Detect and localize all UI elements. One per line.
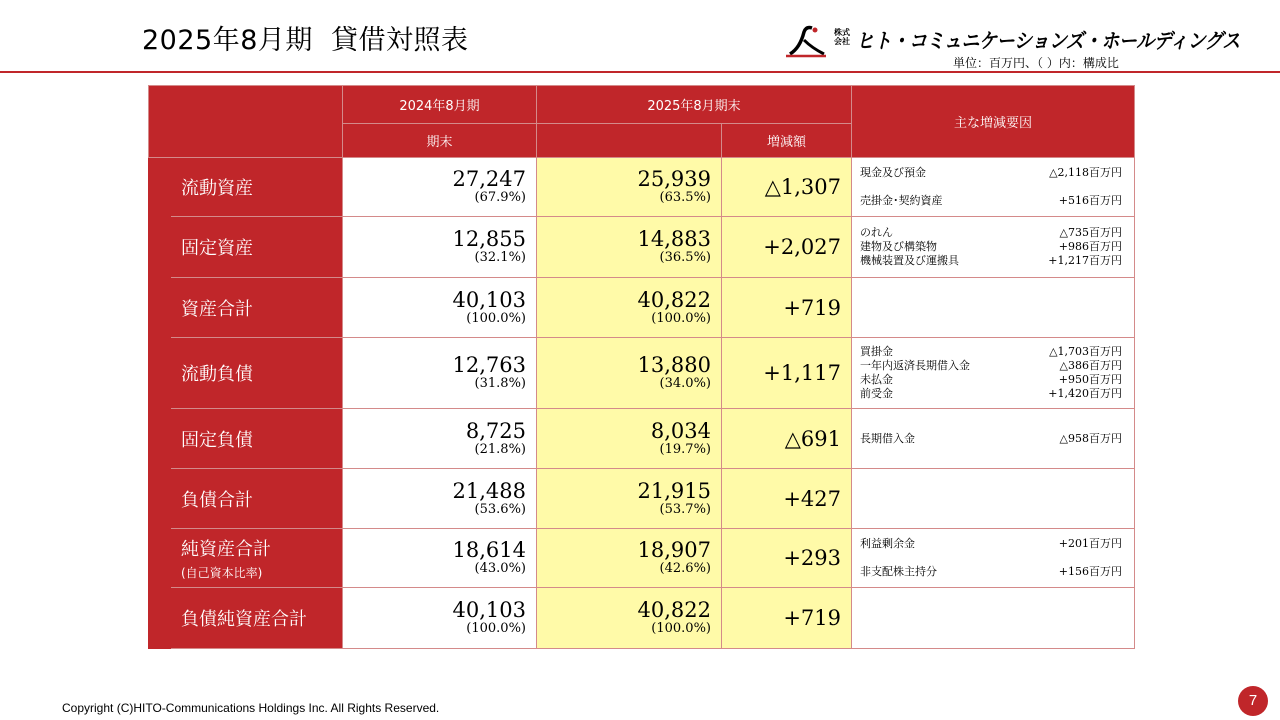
row-label: 資産合計 xyxy=(171,278,343,338)
prev-value: 8,725 xyxy=(465,418,526,443)
prev-value: 40,103 xyxy=(452,598,526,623)
reasons-cell xyxy=(852,278,1135,338)
header-prev-period: 2024年8月期 xyxy=(343,86,537,124)
prev-value: 40,103 xyxy=(452,287,526,312)
table-row xyxy=(149,158,1135,217)
header-current-period: 2025年8月期末 xyxy=(537,86,852,124)
table-row xyxy=(149,338,1135,409)
equity-group-stripe xyxy=(149,529,171,588)
current-value: 13,880 xyxy=(637,353,711,378)
total-group-stripe xyxy=(149,588,171,649)
table-row xyxy=(149,278,1135,338)
diff-value: +2,027 xyxy=(722,217,852,278)
page-title: 2025年8月期 貸借対照表 xyxy=(142,25,469,56)
row-label: 負債純資産合計 xyxy=(171,588,343,649)
current-ratio: (100.0%) xyxy=(651,621,711,637)
current-ratio: (63.5%) xyxy=(659,190,711,206)
row-label: 流動負債 xyxy=(171,338,343,409)
prev-ratio: (67.9%) xyxy=(474,190,526,206)
reasons-cell: 利益剰余金 +201百万円 非支配株主持分 +156百万円 xyxy=(852,529,1135,588)
reasons-cell: 買掛金 △1,703百万円 一年内返済長期借入金 △386百万円 未払金 +950百万円 前受金 +1,420百万円 xyxy=(852,338,1135,409)
reasons-cell: 長期借入金 △958百万円 xyxy=(852,409,1135,469)
prev-value: 21,488 xyxy=(452,478,526,503)
current-ratio: (53.7%) xyxy=(659,501,711,517)
header-prev-period-sub: 期末 xyxy=(343,124,537,158)
table-row xyxy=(149,409,1135,469)
current-ratio: (100.0%) xyxy=(651,310,711,326)
prev-value: 27,247 xyxy=(452,167,526,192)
prev-ratio: (100.0%) xyxy=(466,310,526,326)
table-row xyxy=(149,217,1135,278)
assets-group-stripe xyxy=(149,158,171,338)
row-label: 純資産合計 (自己資本比率) xyxy=(171,529,343,588)
copyright-text: Copyright (C)HITO-Communications Holdings Inc. All Rights Reserved. xyxy=(62,701,440,715)
reasons-cell xyxy=(852,469,1135,529)
prev-ratio: (100.0%) xyxy=(466,621,526,637)
table-row xyxy=(149,529,1135,588)
prev-ratio: (32.1%) xyxy=(474,250,526,266)
prev-ratio: (31.8%) xyxy=(474,376,526,392)
current-value: 14,883 xyxy=(637,227,711,252)
current-ratio: (19.7%) xyxy=(659,441,711,457)
header-diff: 増減額 xyxy=(722,124,852,158)
table-row xyxy=(149,588,1135,649)
balance-sheet-table xyxy=(148,85,1135,649)
reasons-cell: のれん △735百万円 建物及び構築物 +986百万円 機械装置及び運搬具 +1,217百万円 xyxy=(852,217,1135,278)
current-value: 8,034 xyxy=(650,418,711,443)
prev-ratio: (53.6%) xyxy=(474,501,526,517)
current-ratio: (42.6%) xyxy=(659,561,711,577)
row-label: 固定資産 xyxy=(171,217,343,278)
diff-value: △691 xyxy=(722,409,852,469)
prev-value: 12,855 xyxy=(452,227,526,252)
current-value: 18,907 xyxy=(637,538,711,563)
diff-value: +293 xyxy=(722,529,852,588)
company-name: ヒト・コミュニケーションズ・ホールディングス xyxy=(856,29,1240,53)
header-current-blank xyxy=(537,124,722,158)
prev-ratio: (43.0%) xyxy=(474,561,526,577)
row-label: 流動資産 xyxy=(171,158,343,217)
unit-note: 単位：百万円、（ ）内：構成比 xyxy=(953,56,1119,70)
current-value: 40,822 xyxy=(637,598,711,623)
header-divider xyxy=(0,71,1280,73)
diff-value: +719 xyxy=(722,588,852,649)
diff-value: △1,307 xyxy=(722,158,852,217)
current-ratio: (36.5%) xyxy=(659,250,711,266)
liabilities-group-stripe xyxy=(149,338,171,529)
diff-value: +719 xyxy=(722,278,852,338)
diff-value: +427 xyxy=(722,469,852,529)
current-value: 21,915 xyxy=(637,478,711,503)
current-ratio: (34.0%) xyxy=(659,376,711,392)
reasons-cell: 現金及び預金 △2,118百万円 売掛金･契約資産 +516百万円 xyxy=(852,158,1135,217)
prev-value: 18,614 xyxy=(452,538,526,563)
row-label: 固定負債 xyxy=(171,409,343,469)
row-sublabel: (自己資本比率) xyxy=(181,566,263,580)
current-value: 40,822 xyxy=(637,287,711,312)
diff-value: +1,117 xyxy=(722,338,852,409)
table-row xyxy=(149,469,1135,529)
header-corner xyxy=(149,86,343,158)
reasons-cell xyxy=(852,588,1135,649)
logo-small-text: 株式 会社 xyxy=(834,28,850,46)
current-value: 25,939 xyxy=(637,167,711,192)
row-label: 負債合計 xyxy=(171,469,343,529)
prev-value: 12,763 xyxy=(452,353,526,378)
page-number-badge: 7 xyxy=(1238,686,1268,716)
header-reasons: 主な増減要因 xyxy=(852,86,1135,158)
prev-ratio: (21.8%) xyxy=(474,441,526,457)
logo-mark-icon xyxy=(782,22,830,62)
